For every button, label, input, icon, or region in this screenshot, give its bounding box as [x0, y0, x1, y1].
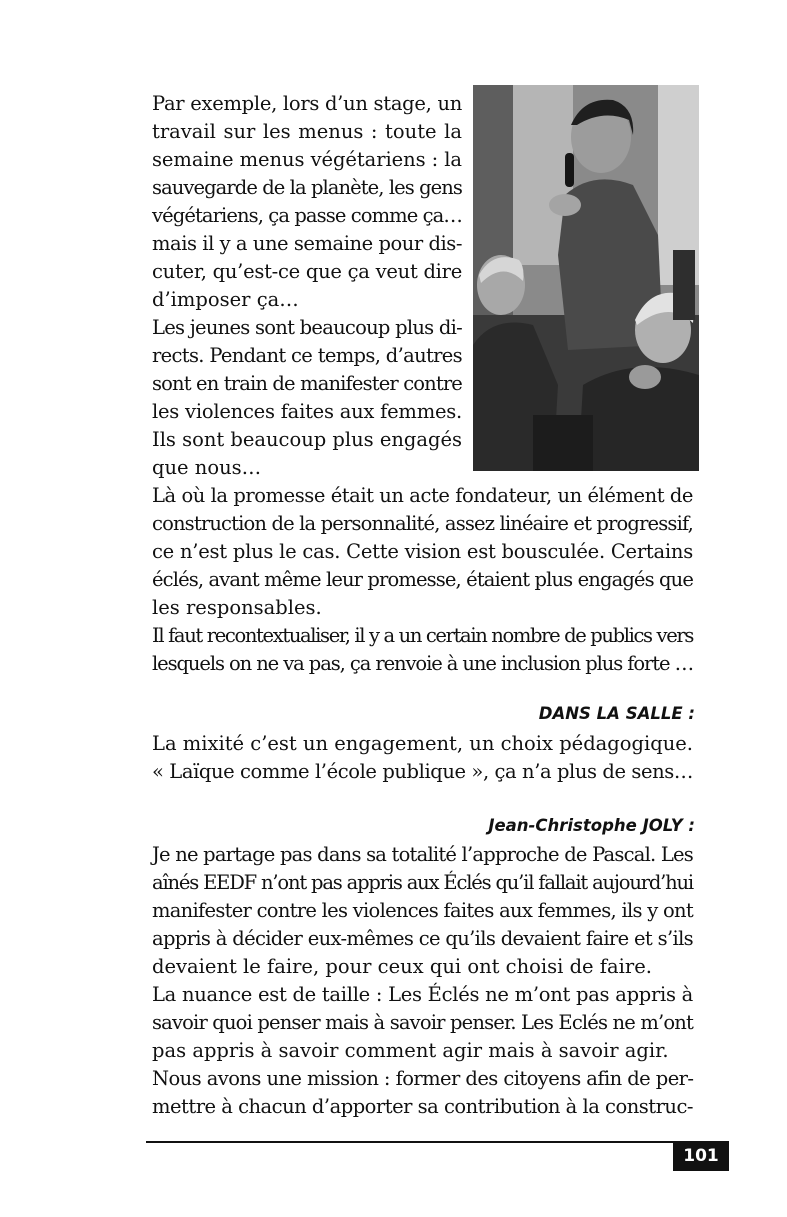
text-line: Il faut recontextualiser, il y a un certain nombre de publics vers — [152, 624, 693, 647]
text-line: les responsables. — [152, 596, 322, 619]
text-line: La mixité c’est un engagement, un choix pédagogique. — [152, 732, 693, 755]
text-line: savoir quoi penser mais à savoir penser. Les Eclés ne m’ont — [152, 1011, 693, 1034]
text-line: travail sur les menus : toute la — [152, 120, 462, 143]
paragraph-promise — [152, 482, 693, 678]
text-line: Par exemple, lors d’un stage, un — [152, 92, 462, 115]
text-line: « Laïque comme l’école publique », ça n’a plus de sens… — [152, 760, 693, 783]
text-line: ce n’est plus le cas. Cette vision est bousculée. Certains — [152, 540, 693, 563]
text-line: construction de la personnalité, assez linéaire et progressif, — [152, 512, 693, 535]
text-line: sauvegarde de la planète, les gens — [152, 176, 462, 199]
text-line: appris à décider eux-mêmes ce qu’ils devaient faire et s’ils — [152, 927, 693, 950]
text-line: lesquels on ne va pas, ça renvoie à une inclusion plus forte … — [152, 652, 693, 675]
text-line: végétariens, ça passe comme ça… — [152, 204, 462, 227]
text-line: Nous avons une mission : former des citoyens afin de per- — [152, 1067, 694, 1090]
text-line: manifester contre les violences faites aux femmes, ils y ont — [152, 899, 693, 922]
text-line: Les jeunes sont beaucoup plus di- — [152, 316, 462, 339]
speaker-label: Jean-Christophe JOLY : — [488, 816, 695, 835]
text-line: cuter, qu’est-ce que ça veut dire — [152, 260, 462, 283]
text-line: mais il y a une semaine pour dis- — [152, 232, 462, 255]
speaker-label: DANS LA SALLE : — [538, 704, 695, 723]
text-line: devaient le faire, pour ceux qui ont choisi de faire. — [152, 955, 652, 978]
text-line: d’imposer ça… — [152, 288, 299, 311]
text-line: Ils sont beaucoup plus engagés — [152, 428, 462, 451]
text-line: rects. Pendant ce temps, d’autres — [152, 344, 462, 367]
text-line: aînés EEDF n’ont pas appris aux Éclés qu’il fallait aujourd’hui — [152, 871, 693, 894]
text-line: sont en train de manifester contre — [152, 372, 462, 395]
text-line: mettre à chacun d’apporter sa contribution à la construc- — [152, 1095, 693, 1118]
footer-rule — [146, 1141, 729, 1143]
text-line: La nuance est de taille : Les Éclés ne m’ont pas appris à — [152, 983, 693, 1006]
audience-photo — [473, 85, 699, 471]
paragraph-intro — [152, 90, 462, 482]
text-line: semaine menus végétariens : la — [152, 148, 462, 171]
text-line: les violences faites aux femmes. — [152, 400, 462, 423]
paragraph-mixity — [152, 730, 693, 786]
text-line: que nous… — [152, 456, 262, 479]
text-line: éclés, avant même leur promesse, étaient plus engagés que — [152, 568, 693, 591]
paragraph-response — [152, 841, 693, 1121]
page-number: 101 — [673, 1141, 729, 1171]
text-line: Là où la promesse était un acte fondateur, un élément de — [152, 484, 693, 507]
text-line: Je ne partage pas dans sa totalité l’approche de Pascal. Les — [152, 843, 693, 866]
text-line: pas appris à savoir comment agir mais à savoir agir. — [152, 1039, 669, 1062]
